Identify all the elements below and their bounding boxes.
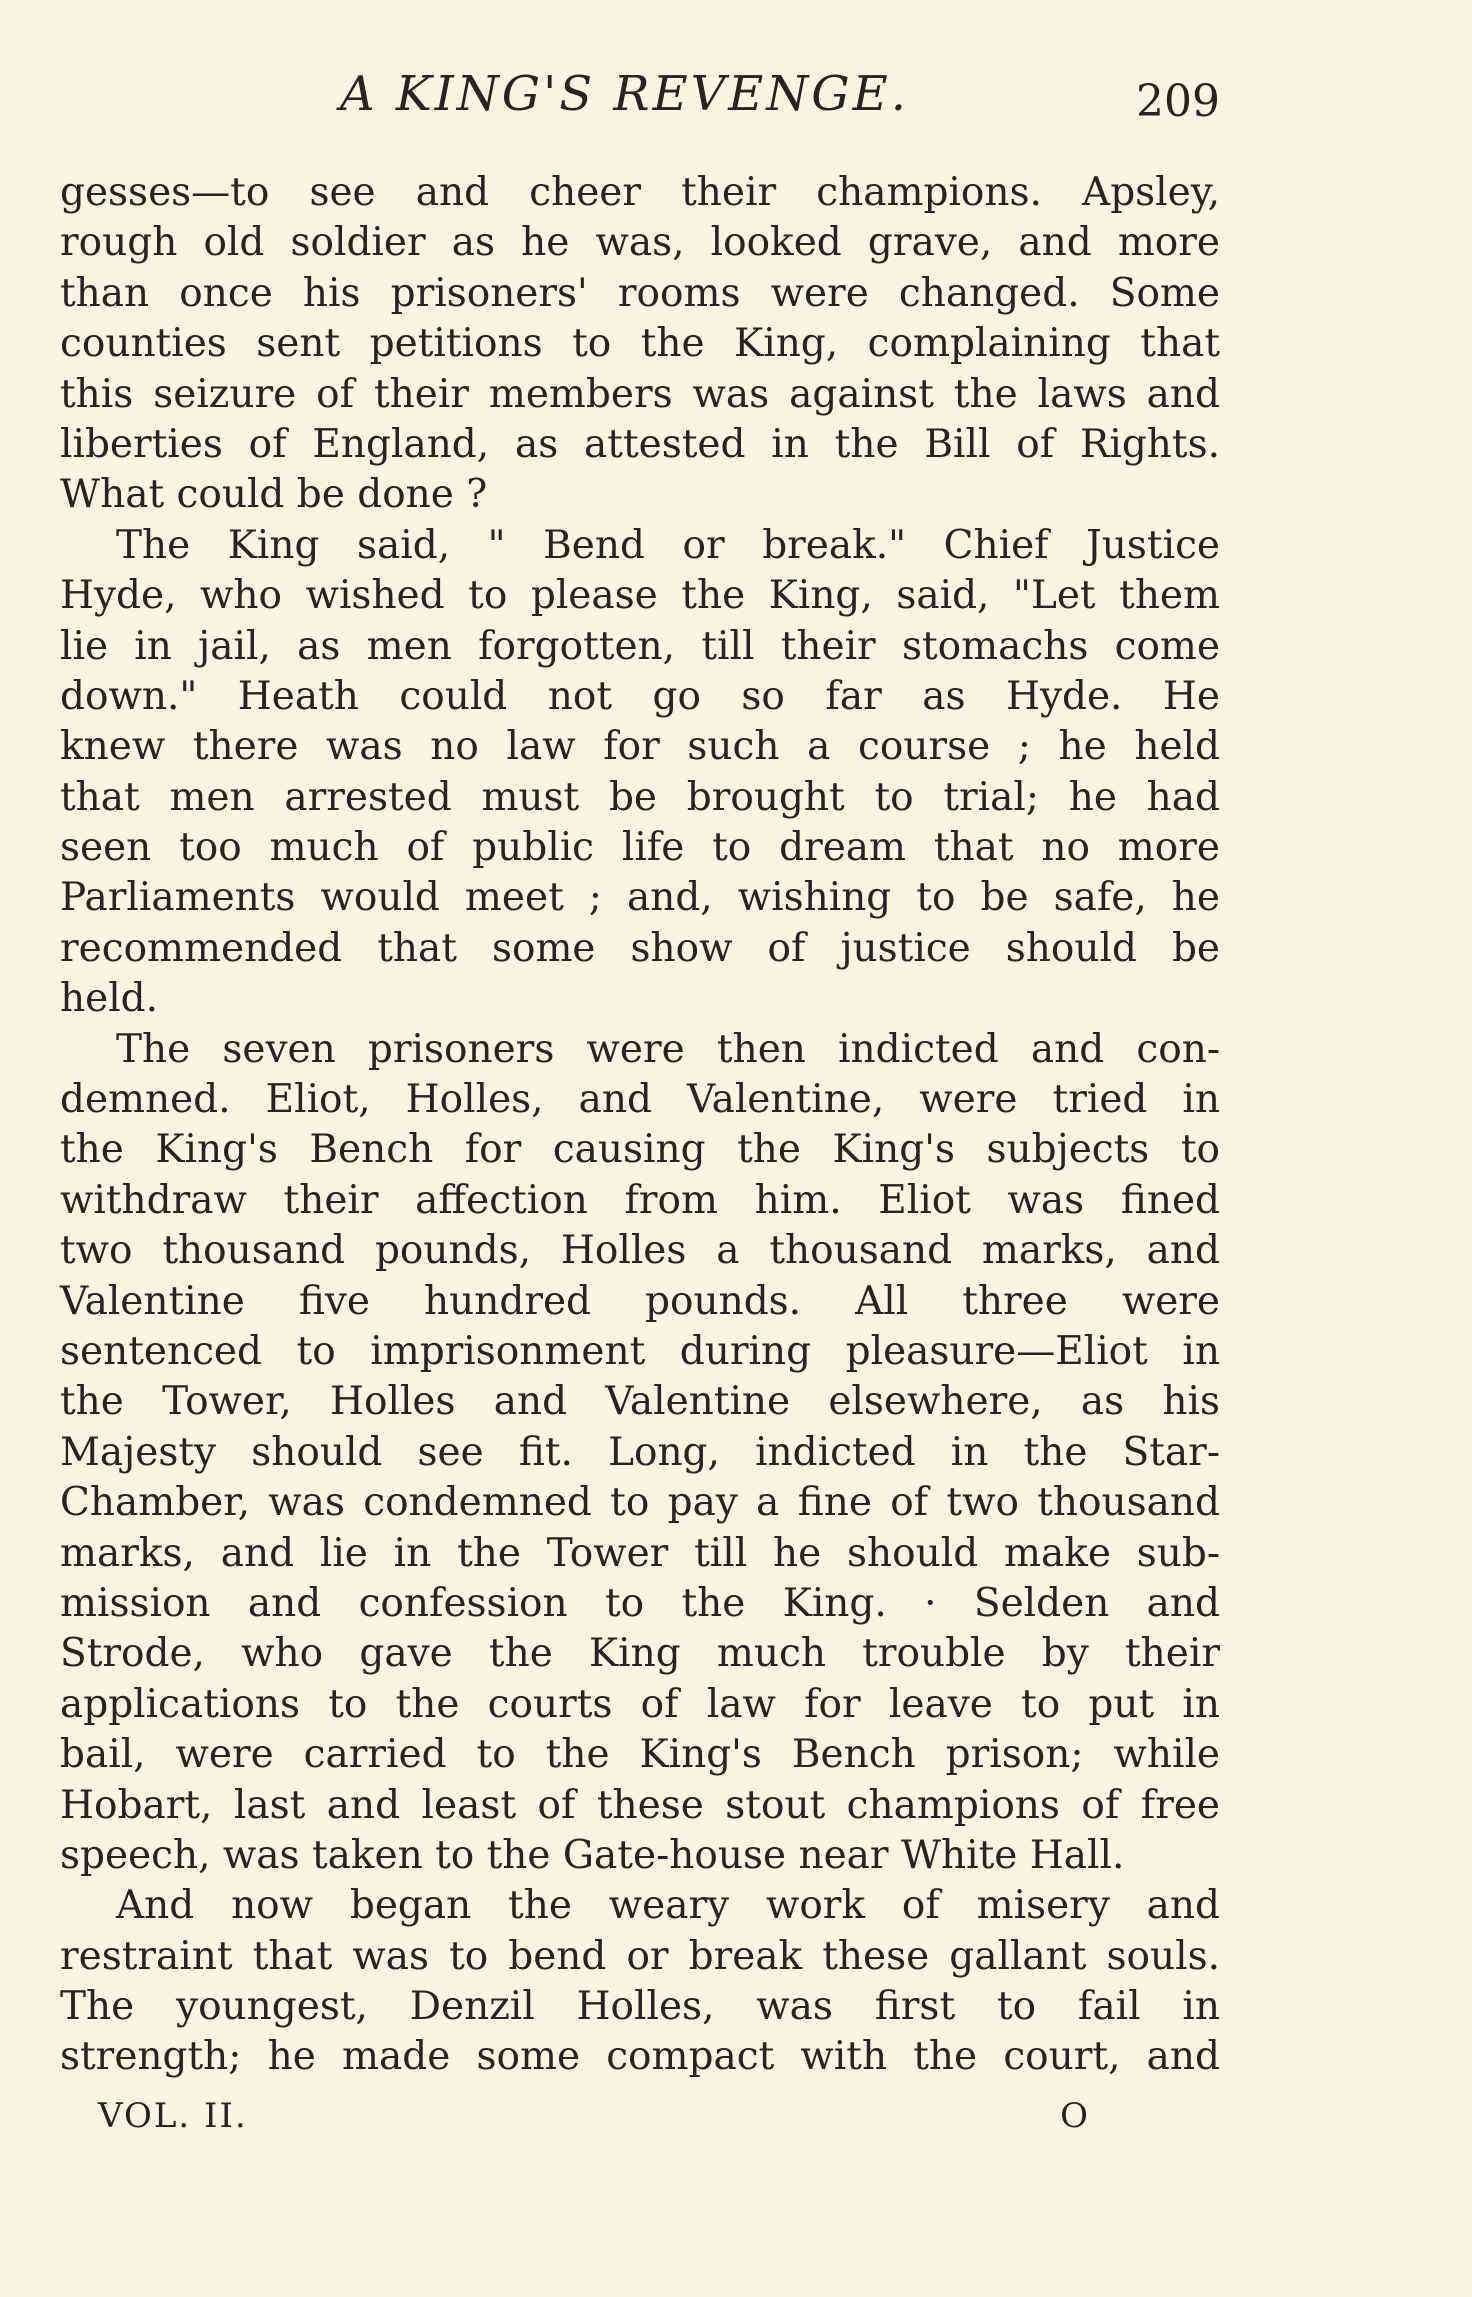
text-line: marks, and lie in the Tower till he should make sub- xyxy=(60,1530,1220,1576)
text-line: Majesty should see fit. Long, indicted in the Star- xyxy=(60,1429,1220,1475)
text-line: knew there was no law for such a course ; he held xyxy=(60,724,1220,770)
text-line: recommended that some show of justice should be xyxy=(60,925,1220,971)
text-line: lie in jail, as men forgotten, till their stomachs come xyxy=(60,623,1220,669)
text-line: Parliaments would meet ; and, wishing to be safe, he xyxy=(60,875,1220,921)
text-line: sentenced to imprisonment during pleasure—Eliot in xyxy=(60,1328,1220,1374)
text-line: speech, was taken to the Gate-house near White Hall. xyxy=(60,1832,1125,1878)
text-line: liberties of England, as attested in the Bill of Rights. xyxy=(60,421,1220,467)
text-line: down." Heath could not go so far as Hyde. He xyxy=(60,673,1220,719)
text-line: gesses—to see and cheer their champions. Apsley, xyxy=(60,170,1220,215)
page-header xyxy=(60,66,1220,136)
text-line: withdraw their affection from him. Eliot was fined xyxy=(60,1177,1220,1223)
text-line: Valentine five hundred pounds. All three were xyxy=(60,1278,1220,1324)
body-text xyxy=(60,168,1220,2083)
text-line: than once his prisoners' rooms were changed. Some xyxy=(60,270,1220,316)
volume-label: VOL. II. xyxy=(98,2096,248,2136)
text-line: The seven prisoners were then indicted and con- xyxy=(116,1026,1220,1072)
signature-mark: O xyxy=(1060,2096,1088,2136)
text-line: Hyde, who wished to please the King, said, "Let them xyxy=(60,573,1220,619)
text-line: that men arrested must be brought to trial; he had xyxy=(60,774,1220,820)
text-line: What could be done ? xyxy=(60,472,488,518)
page-footer xyxy=(98,2096,1088,2146)
text-line: And now began the weary work of misery and xyxy=(116,1883,1220,1929)
text-line: counties sent petitions to the King, complaining that xyxy=(60,321,1220,367)
text-line: The King said, " Bend or break." Chief Justice xyxy=(116,522,1220,568)
text-line: rough old soldier as he was, looked grave, and more xyxy=(60,220,1220,266)
text-line: the King's Bench for causing the King's subjects to xyxy=(60,1127,1220,1173)
text-line: mission and confession to the King. · Selden and xyxy=(60,1580,1220,1626)
text-line: held. xyxy=(60,976,159,1022)
text-line: the Tower, Holles and Valentine elsewhere, as his xyxy=(60,1379,1220,1425)
text-line: Strode, who gave the King much trouble by their xyxy=(60,1631,1220,1677)
running-title: A KING'S REVENGE. xyxy=(340,66,909,122)
text-line: applications to the courts of law for leave to put in xyxy=(60,1681,1220,1727)
text-line: bail, were carried to the King's Bench prison; while xyxy=(60,1732,1220,1778)
text-line: Chamber, was condemned to pay a fine of two thousand xyxy=(60,1480,1220,1526)
text-line: The youngest, Denzil Holles, was first to fail in xyxy=(60,1984,1220,2030)
text-line: strength; he made some compact with the court, and xyxy=(60,2034,1220,2080)
text-line: Hobart, last and least of these stout champions of free xyxy=(60,1782,1220,1828)
text-line: restraint that was to bend or break these gallant souls. xyxy=(60,1933,1220,1979)
text-line: this seizure of their members was against the laws and xyxy=(60,371,1220,417)
text-line: seen too much of public life to dream that no more xyxy=(60,825,1220,871)
text-line: two thousand pounds, Holles a thousand marks, and xyxy=(60,1228,1220,1274)
page-number: 209 xyxy=(1136,76,1220,127)
text-line: demned. Eliot, Holles, and Valentine, were tried in xyxy=(60,1077,1220,1123)
